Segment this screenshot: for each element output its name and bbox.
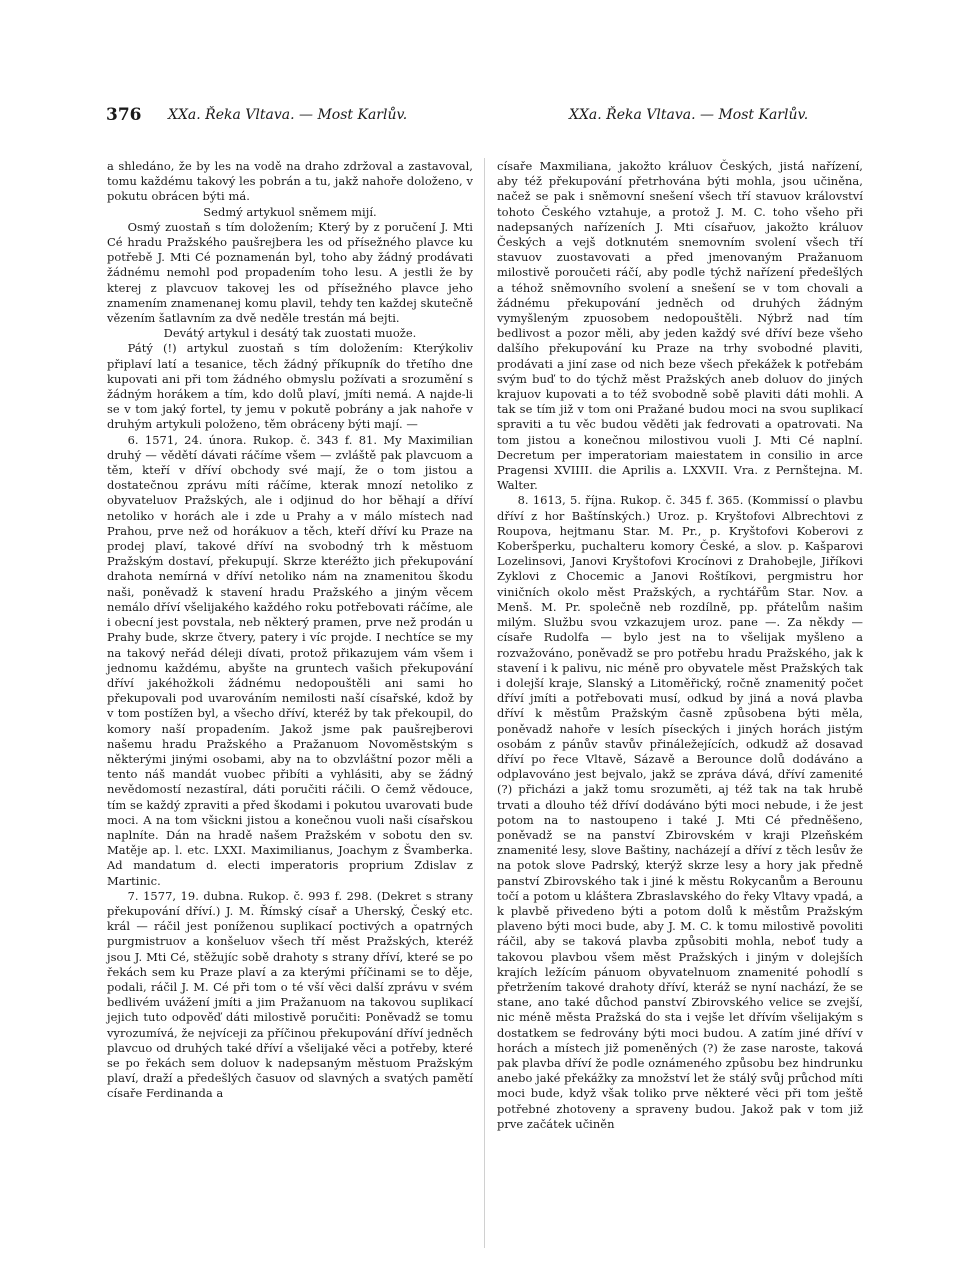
paragraph: 8. 1613, 5. října. Rukop. č. 345 f. 365. (Kommissí o plavbu dříví z hor Baštínských.) Uroz. p. Kryštofovi Albrechtovi z Roupova, hejtmanu Star. M. Pr., p. Kryštofovi Koberovi z Koberšperku, puchalteru komory České, a slov. p. Kašparovi Lozelinsovi, Janovi Kryštofovi Krocínovi z Drahobejle, Jiříkovi Zyklovi z Chocemic a Janovi Roštíkovi, pergmistru hor viničních okolo měst Pražských, a rychtářům Star. Nov. a Menš. M. Pr. společně neb rozdílně, pp. přátelům našim milým. Službu svou vzkazujem uroz. pane —. Za někdy — císaře Rudolfa — bylo jest na to všelijak myšleno a rozvažováno, poněvadž se pro potřebu hradu Pražského, jak k stavení i k palivu, nic méně pro obyvatele měst Pražských tak i dolejší kraje, Slanský a Litoměřický, ročně znamenitý počet dříví jmíti a potřebovati musí, odkud by jiná a nová plavba dříví k městům Pražským časně způsobena býti měla, poněvadž nahoře v lesích píseckých i jiných horách jistým osobám z pánův stavův přináležejících, odkudž až dosavad dříví po řece Vltavě, Sázavě a Berounce dolů dodáváno a odplavováno jest bejvalo, jakž se zpráva dává, dříví zamenité (?) přicházi a jakž tomu srozuměti, aj též tak na tak hrubě trvati a dlouho též dříví dodáváno býti moci nebude, i že jest potom na to nastoupeno i také J. Mti Cé předněšeno, poněvadž se na panství Zbirovském v kraji Plzeňském znamenité lesy, slove Baštiny, nacházejí a dříví z těch lesův že na potok slove Padrský, kterýž skrze lesy a hory jak předně panství Zbirovského tak i jiné k městu Rokycanům a Berounu točí a potom u kláštera Zbraslavského do řeky Vltavy vpadá, a k plavbě přivedeno býti a potom dolů k městům Pražským plaveno býti moci bude, aby J. M. C. k tomu milostivě povoliti ráčil, aby se taková plavba způsobiti mohla, neboť tudy a takovou plavbou všem měst Pražských i jiným v dolejších krajích ležícím pánuom obyvatelnuom znamenité pohodlí s přetržením takové drahoty dříví, kteráž se nyní nachází, že se stane, ano také důchod panství Zbirovského velice se zvejší, nic méně města Pražská do sta i vejše let dřívím všelijakým s dostatkem se fedrovány býti moci budou. A zatím jiné dříví v horách a místech již pomeněných (?) že zase naroste, taková pak plavba dříví že podle oznámeného způsobu bez hindrunku anebo jaké překážky za množství let že stálý svůj průchod míti moci bude, když však toliko prve některé věci při tom ještě potřebné zhotoveny a spraveny budou. Jakož pak v tom již prve začátek učiněn (497, 493, 863, 1131)
paragraph: Osmý zuostaň s tím doložením; Který by z poručení J. Mti Cé hradu Pražského paušrejbera les od přísežného plavce ku potřebě J. Mti Cé poznamenán byl, toho aby žádný prodávati žádnému nemohl pod propadením toho lesu. A jestli že by kterej z plavcuov takovej les od přísežného plavce jeho znamením znamenanej komu plavil, tehdy ten každej skutečně vězením šatlavním za dvě neděle trestán má bejti. (107, 219, 473, 326)
column-divider (484, 158, 485, 1248)
paragraph: císaře Maxmiliana, jakožto králuov Českých, jistá nařízení, aby též překupování přetrhována býti mohla, jsou učiněna, načež se pak i sněmovní snešení všech tří stavuov království tohoto Českého vztahuje, a protož J. M. C. toho všeho při nadepsaných nařízeních J. Mti císařuov, jakožto králuov Českých a vejš dotknutém snemovním svolení všech tří stavuov zuostavovati a před jmenovaným Pražanuom milostivě poroučeti ráčí, aby podle týchž nařízení předešlých a téhož sněmovního svolení a snešení se v tom chovali a žádnému překupování jedněch od druhých žádným vymyšleným zpuosobem nedopouštěli. Nýbrž nad tím bedlivost a pozor měli, aby jeden každý své dříví beze všeho dalšího překupování ku Praze na trhy svobodné plaviti, prodávati a jiní zase od nich beze všech překážek k potřebám svým buď to do týchž měst Pražských aneb doluov do jiných krajuov kupovati a to též svobodně sobě plaviti dáti mohli. A tak se tím již v tom oni Pražané budou moci na svou suplikací spraviti a tu věc budou věděti jak fedrovati a opatrovati. Na tom jistou a konečnou milostivou vuoli J. Mti Cé naplní. Decretum per imperatoriam maiestatem in consilio in arce Pragensi XVIIII. die Aprilis a. LXXVII. Vra. z Pernštejna. M. Walter. (497, 159, 863, 493)
paragraph: Devátý artykul i desátý tak zuostati muože. (163, 326, 417, 341)
paragraph: Pátý (!) artykul zuostaň s tím doložením: Kterýkoliv připlaví latí a tesanice, těch žádný příkupník do třetího dne kupovati ani při tom žádného obmyslu požívati a srozumění s žádným horákem a tím, kdo dolů plaví, jmíti nemá. A najde-li se v tom jaký fortel, ty jemu v pokutě pobrány a jak nahoře v druhým artykuli položeno, těm obráceny býti mají. — (107, 341, 473, 432)
page-header (106, 105, 826, 133)
running-head-left: XXa. Řeka Vltava. — Most Karlův. (168, 107, 408, 123)
paragraph: 7. 1577, 19. dubna. Rukop. č. 993 f. 298. (Dekret s strany překupování dříví.) J. M. Římský císař a Uherský, Český etc. král — ráčil jest poníženou suplikací poctivých a opatrných purgmistruov a konšeluov všech tří měst Pražských, kteréž jsou J. Mti Cé, stěžujíc sobě drahoty s strany dříví, které se po řekách sem ku Praze plaví a za kterými příčinami se to děje, podali, ráčil J. M. Cé při tom o té vší věci další zprávu v svém bedlivém uvážení jmíti a jim Pražanuom na takovou suplikací jejich tuto odpověď dáti milostivě poručiti: Poněvadž se tomu vyrozumívá, že nejvíceji za příčinou překupování dříví jedněch plavcuo od druhých také dříví a všelijaké věci a potřeby, které se po řekách sem doluov k nadepsaným městuom Pražským plaví, draží a předešlých časuov od slavných a svatých pamětí císaře Ferdinanda a (107, 888, 473, 1101)
running-head-right: XXa. Řeka Vltava. — Most Karlův. (569, 107, 809, 123)
paragraph: Sedmý artykuol sněmem mijí. (203, 204, 377, 219)
page-number: 376 (106, 105, 142, 125)
paragraph: a shledáno, že by les na vodě na draho zdržoval a zastavoval, tomu každému takový les pobrán a tu, jakž nahoře doloženo, v pokutu obrácen býti má. (107, 159, 473, 204)
right-column (497, 159, 863, 1132)
left-column (107, 159, 473, 1102)
paragraph: 6. 1571, 24. února. Rukop. č. 343 f. 81. My Maximilian druhý — vědětí dávati ráčíme všem — zvláště pak plavcuom a těm, kteří v dříví obchody své mají, že o tom jistou a dostatečnou zprávu míti ráčíme, kterak mnozí netoliko z obyvateluov Pražských, ale i odjinud do hor běhají a dříví netoliko v horách ale i zde u Prahy a v málo místech nad Prahou, prve než od horákuov a těch, kteří dříví ku Praze na prodej plaví, takové dříví na svobodný trh k městuom Pražským dostaví, překupují. Skrze kteréžto jich překupování drahota nemírná v dříví netoliko nám na znamenitou škodu naši, poněvadž k stavení hradu Pražského a jiným věcem nemálo dříví všelijakého každého roku potřebovati ráčíme, ale i obecní jest povstala, neb některý pramen, prve než prodán u Prahy bude, skrze čtvery, patery i víc projde. I nechtíce se my na takový neřád déleji dívati, protož přikazujem vám všem i jednomu každému, abyšte na gruntech vašich překupování dříví jakéhožkoli žádnému nedopouštěli ani sami ho překupovali pod uvarováním nemilosti naší císařské, kdož by v tom postížen byl, a všecho dříví, kteréž by tak překoupil, do komory naší propadením. Jakož jsme pak paušrejberovi našemu hradu Pražského a Pražanuom Novoměstským s některými jinými osobami, aby na to obzvláštní pozor měli a tento náš mandát vuobec přibíti a vyhlásiti, aby se žádný nevědomostí nezastíral, dáti poručiti ráčili. O čemž vědouce, tím se každý zpraviti a před škodami i pokutou uvarovati bude moci. A na tom všickni jistou a konečnou vuoli naši císařskou naplníte. Dán na hradě našem Pražském v sobotu den sv. Matěje ap. l. etc. LXXI. Maximilianus, Joachym z Švamberka. Ad mandatum d. electi imperatoris proprium Zdislav z Martinic. (107, 432, 473, 888)
